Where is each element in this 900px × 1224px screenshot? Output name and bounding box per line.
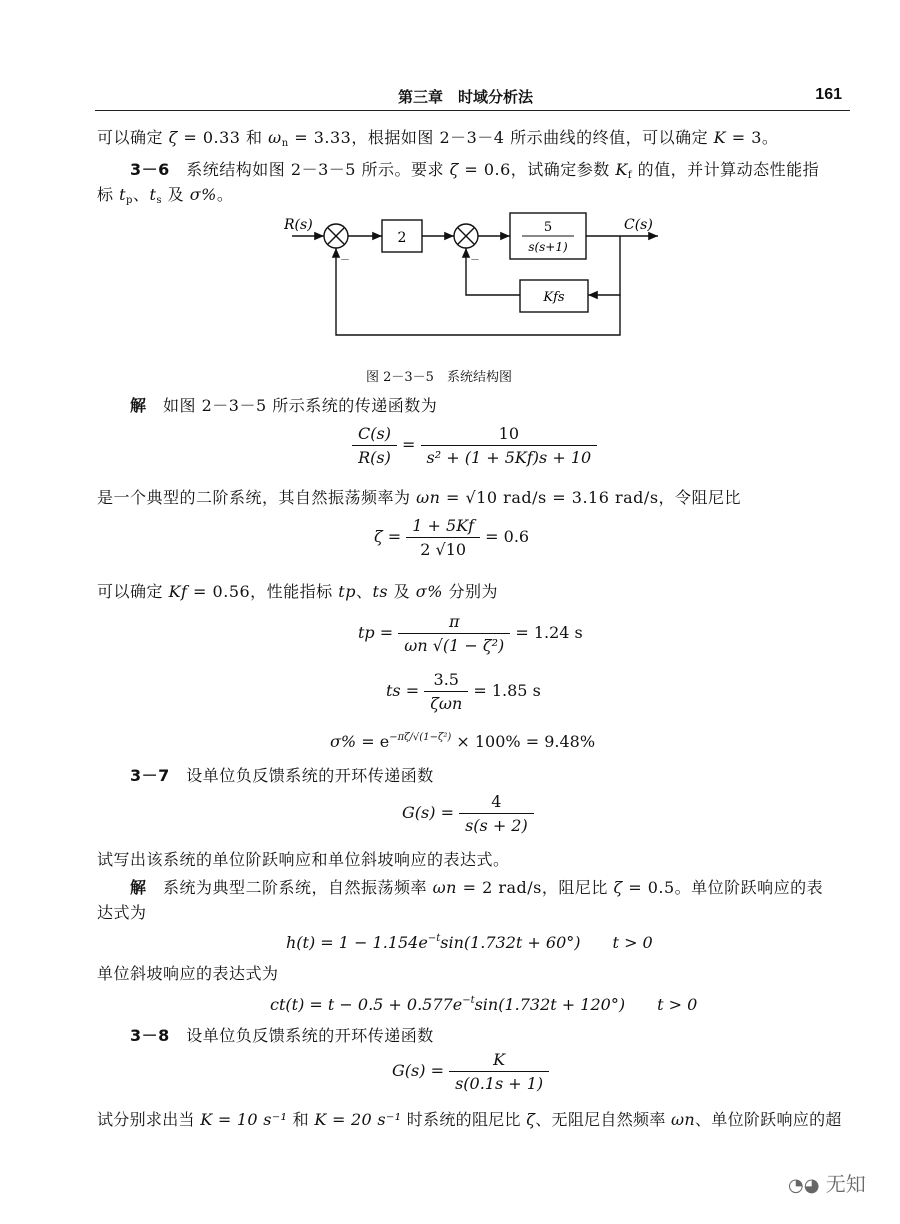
chapter-title: 第三章 时域分析法 [398,88,534,106]
plant-denominator: s(s+1) [528,240,568,254]
figure-caption: 图 2－3－5 系统结构图 [366,370,512,385]
open-loop-tf-3-7: G(s) = $\frac{4}{s(s + 2)}$ [402,792,534,835]
output-label: C(s) [624,217,653,233]
transfer-function-equation: $\frac{C(s)}{R(s)}$ = $\frac{10}{\text{s² + (1 + 5Kf)s + 10}}$ [352,424,597,467]
ramp-response-intro: 单位斜坡响应的表达式为 [97,964,279,983]
solution-1-intro: 解 如图 2－3－5 所示系统的传递函数为 [130,396,438,415]
open-loop-tf-3-8: G(s) = $\frac{K}{s(0.1s + 1)}$ [392,1050,549,1093]
page-number: 161 [815,86,842,103]
solution-2-line2: 达式为 [97,903,147,922]
natural-frequency-line: 是一个典型的二阶系统，其自然振荡频率为 ωn = √10 rad/s = 3.16 rad/s，令阻尼比 [97,488,742,507]
intro-line: 可以确定 ζ = 0.33 和 $\omega_n = 3.33$，根据如图 2－3－4 所示曲线的终值，可以确定 K = 3。 [97,128,779,149]
minus-sign-1: － [340,255,350,266]
minus-sign-2: － [470,255,480,266]
solution-2-line1: 解 系统为典型二阶系统，自然振荡频率 ωn = 2 rad/s，阻尼比 ζ = 0.5。单位阶跃响应的表 [130,878,824,897]
block-diagram [270,205,670,355]
inner-feedback-path [588,236,620,295]
problem-3-8: 3－8 设单位负反馈系统的开环传递函数 [130,1026,434,1045]
peak-time-equation: tp = $\frac{\pi}{\text{ωn √(1 − ζ²)}}$ = 1.24 s [358,612,583,655]
problem-3-7: 3－7 设单位负反馈系统的开环传递函数 [130,766,434,785]
solution-label: 解 [130,396,147,415]
gain-label: 2 [397,230,407,246]
input-label: R(s) [284,217,313,233]
problem-number: 3－8 [130,1026,170,1045]
plant-numerator: 5 [543,220,553,235]
page-header [95,84,850,111]
kf-result-line: 可以确定 Kf = 0.56，性能指标 tp、ts 及 σ% 分别为 [97,582,498,601]
problem-number: 3－7 [130,766,170,785]
problem-3-6: 3－6 系统结构如图 2－3－5 所示。要求 ζ = 0.6，试确定参数 $K_f$ 的值，并计算动态性能指 [130,160,820,181]
solution-label: 解 [130,878,147,897]
watermark: ◔◕ 无知 [788,1172,866,1196]
step-response-equation: $h(t) = 1 - 1.154e^{-t}\sin(1.732t + 60^\circ)$ t > 0 [286,933,653,952]
overshoot-equation: $\sigma\% = e^{-\pi\zeta/√(1-\zeta^2)} \times 100\% = 9.48\%$ [330,732,596,751]
damping-equation: ζ = $\frac{1 + 5Kf}{2 √10}$ = 0.6 [374,516,530,559]
ramp-response-equation: $ct(t) = t - 0.5 + 0.577e^{-t}\sin(1.732t + 120^\circ)$ t > 0 [270,995,698,1014]
problem-number: 3－6 [130,160,170,179]
problem-3-7-question: 试写出该系统的单位阶跃响应和单位斜坡响应的表达式。 [97,850,510,869]
wechat-icon: ◔◕ [788,1175,820,1196]
feedback-label: Kfs [543,290,565,305]
problem-3-6-line2: 标 $t_p$、$t_s$ 及 σ%。 [97,185,234,206]
settling-time-equation: ts = $\frac{3.5}{\text{ζωn}}$ = 1.85 s [386,670,541,713]
problem-3-8-question: 试分别求出当 K = 10 s⁻¹ 和 K = 20 s⁻¹ 时系统的阻尼比 ζ、无阻尼自然频率 ωn、单位阶跃响应的超 [97,1110,842,1129]
